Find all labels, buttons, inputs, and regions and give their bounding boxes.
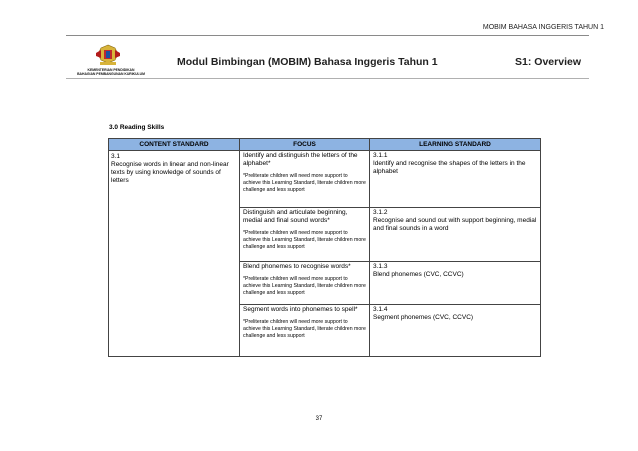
header-focus: FOCUS [240,139,370,151]
learning-standard-text: Identify and recognise the shapes of the letters in the alphabet [373,160,526,175]
table-row [109,151,541,208]
learning-standard-cell [370,208,541,262]
learning-standard-code: 3.1.1 [373,152,388,159]
learning-standard-cell [370,262,541,305]
overview-label: S1: Overview [515,56,581,68]
learning-standard-code: 3.1.4 [373,306,388,313]
table-header-row [109,139,541,151]
learning-standard-code: 3.1.3 [373,263,388,270]
learning-standard-text: Segment phonemes (CVC, CCVC) [373,314,474,321]
content-standard-code: 3.1 [111,153,121,160]
header-content-standard: CONTENT STANDARD [109,139,240,151]
learning-standard-code: 3.1.2 [373,209,388,216]
focus-text: Blend phonemes to recognise words* [243,263,351,270]
content-standard-text: Recognise words in linear and non-linear texts by using knowledge of sounds of letters [111,161,229,184]
focus-note: *Preliterate children will need more support to achieve this Learning Standard, literate children more challenge and less support [243,319,366,339]
header-learning-standard: LEARNING STANDARD [370,139,541,151]
reading-skills-table [108,138,541,357]
section-title: 3.0 Reading Skills [109,124,165,131]
learning-standard-cell [370,151,541,208]
coat-of-arms-logo [93,44,123,66]
focus-text: Segment words into phonemes to spell* [243,306,358,313]
learning-standard-text: Recognise and sound out with support beginning, medial and final sounds in a word [373,217,537,232]
running-header: MOBIM BAHASA INGGERIS TAHUN 1 [482,24,604,31]
focus-cell [240,151,370,208]
header-divider [66,35,589,36]
focus-note: *Preliterate children will need more support to achieve this Learning Standard, literate children more challenge and less support [243,276,366,296]
module-title: Modul Bimbingan (MOBIM) Bahasa Inggeris Tahun 1 [177,56,438,68]
title-divider [66,78,589,79]
focus-cell [240,262,370,305]
content-standard-cell [109,151,240,357]
focus-cell [240,305,370,357]
learning-standard-cell [370,305,541,357]
focus-cell [240,208,370,262]
focus-note: *Preliterate children will need more support to achieve this Learning Standard, literate children more challenge and less support [243,173,366,193]
focus-text: Distinguish and articulate beginning, medial and final sound words* [243,209,348,224]
focus-note: *Preliterate children will need more support to achieve this Learning Standard, literate children more challenge and less support [243,230,366,250]
page-number: 37 [315,416,323,422]
learning-standard-text: Blend phonemes (CVC, CCVC) [373,271,464,278]
ministry-name: KEMENTERIAN PENDIDIKAN BAHAGIAN PEMBANGUNAN KURIKULUM [77,68,145,77]
focus-text: Identify and distinguish the letters of the alphabet* [243,152,358,167]
